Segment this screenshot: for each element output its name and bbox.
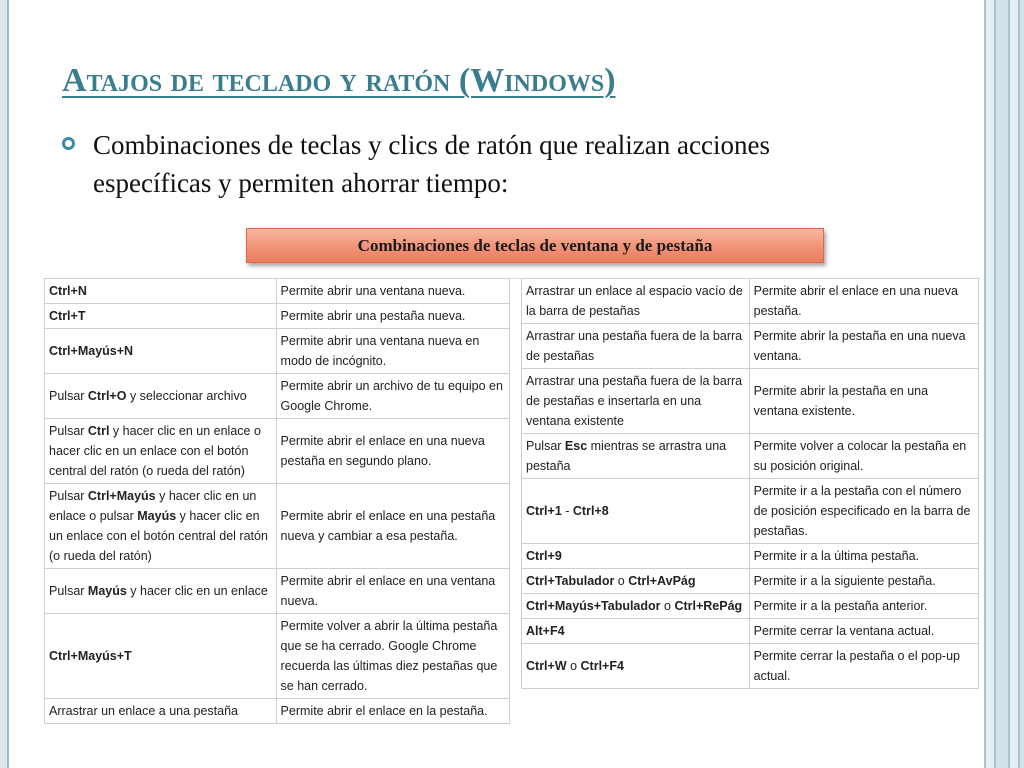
shortcut-action-cell xyxy=(45,374,277,419)
shortcuts-table-left xyxy=(44,278,510,724)
table-row xyxy=(45,569,510,614)
table-row xyxy=(45,614,510,699)
key-combination: Ctrl+1 xyxy=(526,504,562,518)
action-text: o xyxy=(614,574,629,588)
action-text: y hacer clic en un enlace o pulsar xyxy=(49,489,257,523)
action-text: y hacer clic en un enlace con el botón central del ratón (o rueda del ratón) xyxy=(49,509,268,563)
action-text: Pulsar xyxy=(49,424,88,438)
shortcut-action-cell xyxy=(522,279,750,324)
table-row xyxy=(522,619,979,644)
shortcut-action-cell xyxy=(45,329,277,374)
table-row xyxy=(45,699,510,724)
left-decorative-border xyxy=(0,0,10,768)
key-combination: Ctrl+N xyxy=(49,284,87,298)
key-combination: Ctrl+T xyxy=(49,309,86,323)
shortcut-description-cell: Permite volver a abrir la última pestaña que se ha cerrado. Google Chrome recuerda las últimas diez pestañas que se han cerrado. xyxy=(276,614,509,699)
shortcut-action-cell xyxy=(522,479,750,544)
shortcut-description-cell: Permite abrir el enlace en una nueva pestaña en segundo plano. xyxy=(276,419,509,484)
table-row xyxy=(522,479,979,544)
action-text: y hacer clic en un enlace xyxy=(126,584,268,598)
key-combination: Ctrl+O xyxy=(87,389,127,403)
key-combination: Mayús xyxy=(87,584,127,598)
shortcut-description-cell: Permite abrir una pestaña nueva. xyxy=(276,304,509,329)
shortcut-description-cell: Permite abrir el enlace en una ventana nueva. xyxy=(276,569,509,614)
key-combination: Ctrl+Mayús+T xyxy=(49,649,132,663)
table-row xyxy=(522,594,979,619)
key-combination: Alt+F4 xyxy=(526,624,565,638)
section-banner: Combinaciones de teclas de ventana y de pestaña xyxy=(246,228,824,263)
table-row xyxy=(522,569,979,594)
action-text: y hacer clic en un enlace o hacer clic en un enlace con el botón central del ratón (o rueda del ratón) xyxy=(49,424,261,478)
key-combination: Ctrl+AvPág xyxy=(628,574,696,588)
table-row xyxy=(522,434,979,479)
action-text: Arrastrar una pestaña fuera de la barra de pestañas e insertarla en una ventana existente xyxy=(526,374,743,428)
slide-title: Atajos de teclado y ratón (Windows) xyxy=(62,62,616,99)
table-row xyxy=(522,544,979,569)
shortcut-action-cell xyxy=(522,324,750,369)
table-row xyxy=(45,374,510,419)
key-combination: Ctrl+8 xyxy=(572,504,609,518)
key-combination: Ctrl+Mayús xyxy=(87,489,156,503)
shortcut-action-cell xyxy=(45,699,277,724)
shortcut-description-cell: Permite abrir la pestaña en una nueva ventana. xyxy=(749,324,978,369)
shortcut-action-cell xyxy=(45,614,277,699)
table-row xyxy=(45,484,510,569)
shortcut-description-cell: Permite ir a la última pestaña. xyxy=(749,544,978,569)
table-row xyxy=(45,304,510,329)
shortcut-action-cell xyxy=(522,369,750,434)
shortcuts-table-right-body xyxy=(522,279,979,689)
action-text: Arrastrar un enlace al espacio vacío de la barra de pestañas xyxy=(526,284,743,318)
shortcut-action-cell xyxy=(522,644,750,689)
shortcut-description-cell: Permite abrir una ventana nueva. xyxy=(276,279,509,304)
action-text: Arrastrar un enlace a una pestaña xyxy=(49,704,239,718)
bullet-text: Combinaciones de teclas y clics de ratón que realizan acciones específicas y permiten ahorrar tiempo: xyxy=(93,130,770,198)
key-combination: Ctrl xyxy=(87,424,110,438)
shortcut-action-cell xyxy=(45,279,277,304)
action-text: Arrastrar una pestaña fuera de la barra de pestañas xyxy=(526,329,743,363)
table-row xyxy=(522,644,979,689)
shortcut-action-cell xyxy=(522,544,750,569)
table-row xyxy=(45,279,510,304)
shortcut-description-cell: Permite abrir el enlace en una nueva pestaña. xyxy=(749,279,978,324)
action-text: Pulsar xyxy=(49,489,88,503)
key-combination: Ctrl+F4 xyxy=(580,659,624,673)
shortcut-description-cell: Permite abrir un archivo de tu equipo en Google Chrome. xyxy=(276,374,509,419)
shortcut-action-cell xyxy=(522,594,750,619)
table-row xyxy=(45,329,510,374)
action-text: - xyxy=(561,504,573,518)
shortcut-action-cell xyxy=(45,569,277,614)
shortcut-description-cell: Permite cerrar la ventana actual. xyxy=(749,619,978,644)
shortcut-description-cell: Permite volver a colocar la pestaña en su posición original. xyxy=(749,434,978,479)
key-combination: Ctrl+W xyxy=(526,659,567,673)
shortcut-action-cell xyxy=(522,434,750,479)
key-combination: Ctrl+Mayús+N xyxy=(49,344,134,358)
action-text: y seleccionar archivo xyxy=(126,389,247,403)
shortcut-action-cell xyxy=(45,304,277,329)
shortcut-action-cell xyxy=(45,484,277,569)
action-text: o xyxy=(566,659,581,673)
shortcut-description-cell: Permite ir a la pestaña anterior. xyxy=(749,594,978,619)
key-combination: Esc xyxy=(564,439,588,453)
table-row xyxy=(45,419,510,484)
bullet-item xyxy=(62,126,922,202)
shortcut-description-cell: Permite ir a la pestaña con el número de posición especificado en la barra de pestañas. xyxy=(749,479,978,544)
shortcut-description-cell: Permite abrir la pestaña en una ventana existente. xyxy=(749,369,978,434)
shortcuts-table-left-body xyxy=(45,279,510,724)
action-text: Pulsar xyxy=(526,439,565,453)
shortcut-action-cell xyxy=(522,619,750,644)
action-text: o xyxy=(660,599,675,613)
action-text: Pulsar xyxy=(49,584,88,598)
shortcut-description-cell: Permite ir a la siguiente pestaña. xyxy=(749,569,978,594)
shortcut-action-cell xyxy=(45,419,277,484)
shortcut-description-cell: Permite abrir una ventana nueva en modo de incógnito. xyxy=(276,329,509,374)
table-row xyxy=(522,369,979,434)
shortcut-description-cell: Permite abrir el enlace en la pestaña. xyxy=(276,699,509,724)
shortcut-description-cell: Permite cerrar la pestaña o el pop-up actual. xyxy=(749,644,978,689)
action-text: mientras se arrastra una pestaña xyxy=(526,439,727,473)
bullet-circle-icon xyxy=(62,137,75,150)
key-combination: Mayús xyxy=(137,509,177,523)
action-text: Pulsar xyxy=(49,389,88,403)
shortcuts-table-right xyxy=(521,278,979,689)
key-combination: Ctrl+RePág xyxy=(674,599,743,613)
table-row xyxy=(522,324,979,369)
shortcut-description-cell: Permite abrir el enlace en una pestaña nueva y cambiar a esa pestaña. xyxy=(276,484,509,569)
right-decorative-border xyxy=(974,0,1024,768)
key-combination: Ctrl+9 xyxy=(526,549,562,563)
key-combination: Ctrl+Tabulador xyxy=(526,574,615,588)
table-row xyxy=(522,279,979,324)
shortcut-action-cell xyxy=(522,569,750,594)
key-combination: Ctrl+Mayús+Tabulador xyxy=(526,599,661,613)
